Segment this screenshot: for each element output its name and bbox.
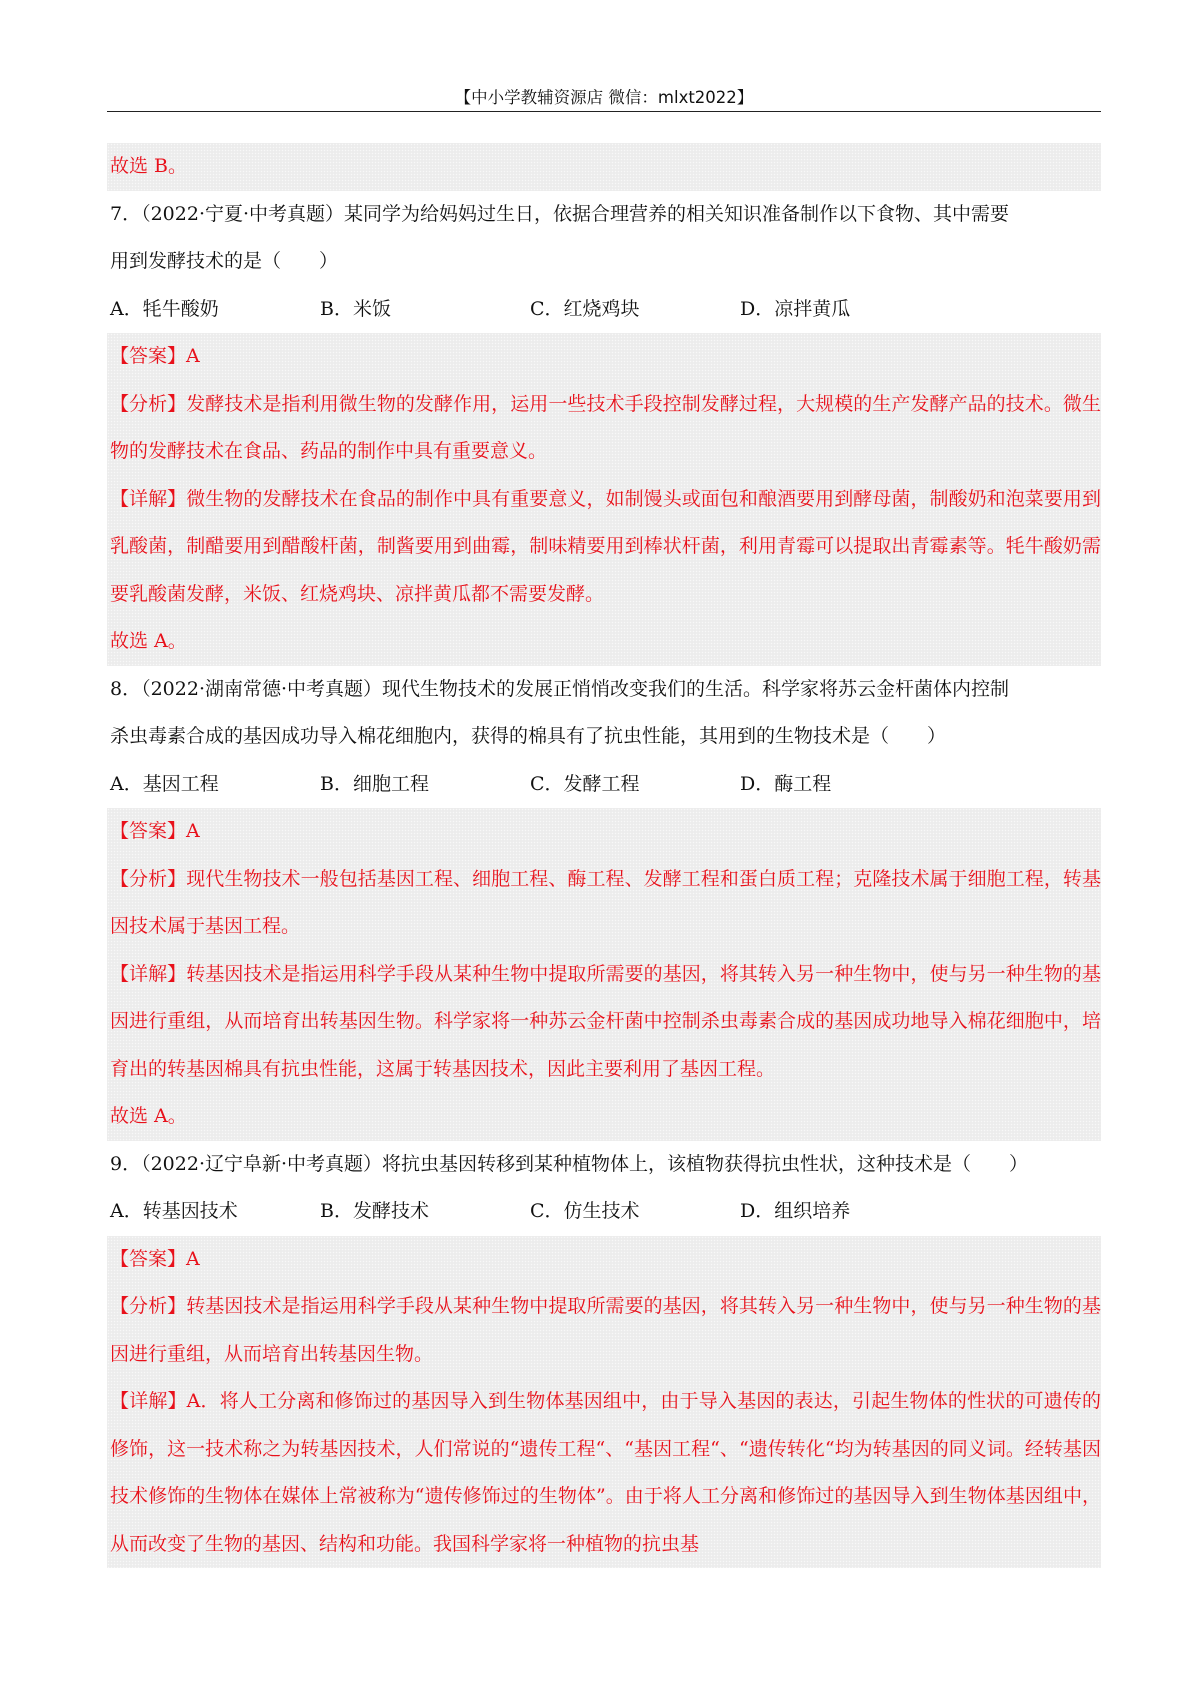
q7-conclusion: 故选 A。 xyxy=(110,630,187,652)
q9-option-d: D．组织培养 xyxy=(740,1200,851,1222)
q8-option-b: B．细胞工程 xyxy=(320,772,429,795)
q9-answer: 【答案】A xyxy=(110,1247,200,1270)
q8-stem-line-1: 8．（2022·湖南常德·中考真题）现代生物技术的发展正悄悄改变我们的生活。科学家将苏云金杆菌体内控制 xyxy=(110,677,1010,700)
analysis-label: 【分析】 xyxy=(110,1295,187,1317)
q9-analysis-text: 转基因技术是指运用科学手段从某种生物中提取所需要的基因，将其转入另一种生物中，使与另一种生物的基因进行重组，从而培育出转基因生物。 xyxy=(110,1295,1101,1365)
q7-analysis-text: 发酵技术是指利用微生物的发酵作用，运用一些技术手段控制发酵过程，大规模的生产发酵产品的技术。微生物的发酵技术在食品、药品的制作中具有重要意义。 xyxy=(110,392,1101,462)
q6-conclusion: 故选 B。 xyxy=(110,155,188,177)
q7-stem-line-2: 用到发酵技术的是（ ） xyxy=(110,250,339,272)
q7-stem-line-1: 7．（2022·宁夏·中考真题）某同学为给妈妈过生日，依据合理营养的相关知识准备制作以下食物、其中需要 xyxy=(110,202,1010,225)
q9-option-b: B．发酵技术 xyxy=(320,1200,429,1222)
q7-option-b: B．米饭 xyxy=(320,297,391,320)
q9-question xyxy=(107,1141,1101,1236)
q8-option-d: D．酶工程 xyxy=(740,772,832,795)
document-body xyxy=(107,143,1101,1568)
q8-question xyxy=(107,666,1101,809)
detail-label: 【详解】 xyxy=(110,487,187,510)
q9-option-a: A．转基因技术 xyxy=(110,1200,238,1222)
q9-solution-block xyxy=(107,1236,1101,1569)
q8-detail-text: 转基因技术是指运用科学手段从某种生物中提取所需要的基因，将其转入另一种生物中，使与另一种生物的基因进行重组，从而培育出转基因生物。科学家将一种苏云金杆菌中控制杀虫毒素合成的基因成功地导入棉花细胞中，培育出的转基因棉具有抗虫性能，这属于转基因技术，因此主要利用了基因工程。 xyxy=(110,962,1101,1080)
q7-analysis xyxy=(107,381,1101,476)
q9-stem-line-1: 9．（2022·辽宁阜新·中考真题）将抗虫基因转移到某种植物体上，该植物获得抗虫性状，这种技术是（ ） xyxy=(110,1152,1029,1175)
q8-stem-line-2: 杀虫毒素合成的基因成功导入棉花细胞内，获得的棉具有了抗虫性能，其用到的生物技术是（ ） xyxy=(110,725,947,747)
q9-option-c: C．仿生技术 xyxy=(530,1200,640,1222)
q8-options xyxy=(107,761,1101,809)
q6-solution-block xyxy=(107,143,1101,191)
q7-option-c: C．红烧鸡块 xyxy=(530,297,640,320)
q7-detail-text: 微生物的发酵技术在食品的制作中具有重要意义，如制馒头或面包和酿酒要用到酵母菌，制酸奶和泡菜要用到乳酸菌，制醋要用到醋酸杆菌，制酱要用到曲霉，制味精要用到棒状杆菌，利用青霉可以提取出青霉素等。牦牛酸奶需要乳酸菌发酵，米饭、红烧鸡块、凉拌黄瓜都不需要发酵。 xyxy=(110,487,1101,605)
q7-question xyxy=(107,191,1101,334)
q8-answer: 【答案】A xyxy=(110,820,200,842)
detail-label: 【详解】 xyxy=(110,1390,187,1412)
header-rule xyxy=(107,111,1101,112)
q9-detail-text: A．将人工分离和修饰过的基因导入到生物体基因组中，由于导入基因的表达，引起生物体的性状的可遗传的修饰，这一技术称之为转基因技术，人们常说的“遗传工程“、“基因工程“、“遗传转化“均为转基因的同义词。经转基因技术修饰的生物体在媒体上常被称为“遗传修饰过的生物体”。由于将人工分离和修饰过的基因导入到生物体基因组中，从而改变了生物的基因、结构和功能。我国科学家将一种植物的抗虫基 xyxy=(110,1390,1101,1555)
q8-option-c: C．发酵工程 xyxy=(530,772,640,795)
analysis-label: 【分析】 xyxy=(110,867,187,890)
analysis-label: 【分析】 xyxy=(110,392,187,415)
q7-option-d: D．凉拌黄瓜 xyxy=(740,297,851,320)
page-header: 【中小学教辅资源店 微信：mlxt2022】 xyxy=(454,88,754,107)
q8-detail xyxy=(107,951,1101,1094)
q9-options xyxy=(107,1188,1101,1236)
q7-options xyxy=(107,286,1101,334)
q9-analysis xyxy=(107,1283,1101,1378)
detail-label: 【详解】 xyxy=(110,962,187,985)
q7-detail xyxy=(107,476,1101,619)
q7-answer: 【答案】A xyxy=(110,345,200,367)
q8-conclusion: 故选 A。 xyxy=(110,1105,187,1127)
q8-analysis-text: 现代生物技术一般包括基因工程、细胞工程、酶工程、发酵工程和蛋白质工程；克隆技术属于细胞工程，转基因技术属于基因工程。 xyxy=(110,867,1101,937)
q7-solution-block xyxy=(107,333,1101,666)
q9-detail xyxy=(107,1378,1101,1568)
q8-solution-block xyxy=(107,808,1101,1141)
q7-option-a: A．牦牛酸奶 xyxy=(110,297,219,320)
q8-option-a: A．基因工程 xyxy=(110,772,219,795)
q8-analysis xyxy=(107,856,1101,951)
